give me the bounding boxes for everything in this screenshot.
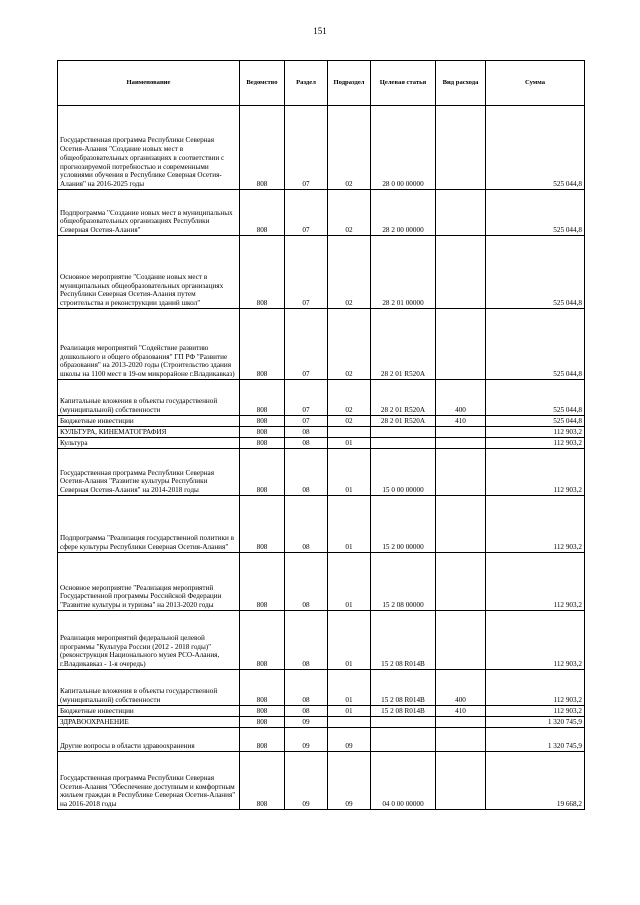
row-podrazdel: 02: [328, 416, 371, 427]
row-name: Капитальные вложения в объекты государственной (муниципальной) собственности: [58, 380, 240, 416]
row-ved: 808: [240, 309, 285, 380]
row-podrazdel: 02: [328, 236, 371, 309]
row-target: 04 0 00 00000: [371, 752, 436, 810]
row-name: Реализация мероприятий федеральной целевой программы "Культура России (2012 - 2018 годы)" (реконструкция Национального музея РСО-Алания, г.Владикавказ - 1-я очередь): [58, 611, 240, 670]
row-vid: [436, 717, 486, 728]
row-vid: [436, 106, 486, 190]
row-vid: [436, 427, 486, 438]
row-target: 28 2 00 00000: [371, 190, 436, 236]
row-razdel: 09: [285, 728, 328, 752]
table-row: [58, 380, 585, 416]
row-sum: 112 903,2: [486, 449, 585, 496]
row-target: [371, 427, 436, 438]
row-vid: [436, 611, 486, 670]
row-vid: [436, 496, 486, 553]
row-name: Подпрограмма "Реализация государственной политики в сфере культуры Республики Северная Осетия-Алания": [58, 496, 240, 553]
row-target: 15 2 08 R014В: [371, 706, 436, 717]
header-ved: Ведомство: [240, 61, 285, 106]
table-row: [58, 670, 585, 706]
row-podrazdel: 01: [328, 553, 371, 611]
row-sum: 112 903,2: [486, 553, 585, 611]
row-razdel: 08: [285, 706, 328, 717]
row-name: Бюджетные инвестиции: [58, 706, 240, 717]
row-razdel: 08: [285, 427, 328, 438]
row-razdel: 07: [285, 236, 328, 309]
row-podrazdel: 01: [328, 670, 371, 706]
row-razdel: 08: [285, 449, 328, 496]
page-number: 151: [313, 26, 327, 36]
row-ved: 808: [240, 717, 285, 728]
row-podrazdel: 02: [328, 190, 371, 236]
row-vid: [436, 752, 486, 810]
row-name: Реализация мероприятий "Содействие развитию дошкольного и общего образования" ГП РФ "Развитие образования" на 2013-2020 годы (Строительство здания школы на 1100 мест в 19-ом микрорайоне г.Владикавказ): [58, 309, 240, 380]
row-vid: [436, 449, 486, 496]
row-ved: 808: [240, 416, 285, 427]
row-razdel: 07: [285, 309, 328, 380]
row-sum: 1 320 745,9: [486, 717, 585, 728]
row-ved: 808: [240, 553, 285, 611]
table-row: [58, 611, 585, 670]
row-sum: 112 903,2: [486, 427, 585, 438]
row-sum: 525 044,8: [486, 309, 585, 380]
row-sum: 525 044,8: [486, 106, 585, 190]
row-ved: 808: [240, 728, 285, 752]
header-vid: Вид расхода: [436, 61, 486, 106]
row-name: Другие вопросы в области здравоохранения: [58, 728, 240, 752]
header-name: Наименование: [58, 61, 240, 106]
row-ved: 808: [240, 380, 285, 416]
table-row: [58, 717, 585, 728]
row-podrazdel: [328, 717, 371, 728]
row-name: Бюджетные инвестиции: [58, 416, 240, 427]
table-row: [58, 496, 585, 553]
table-row: [58, 236, 585, 309]
row-name: КУЛЬТУРА, КИНЕМАТОГРАФИЯ: [58, 427, 240, 438]
row-ved: 808: [240, 427, 285, 438]
table-row: [58, 309, 585, 380]
table-header-row: [58, 61, 585, 106]
row-ved: 808: [240, 236, 285, 309]
row-sum: 112 903,2: [486, 670, 585, 706]
row-target: 15 2 08 R014В: [371, 670, 436, 706]
row-target: 28 2 01 R520A: [371, 416, 436, 427]
row-podrazdel: 02: [328, 380, 371, 416]
row-vid: 410: [436, 416, 486, 427]
row-vid: [436, 309, 486, 380]
row-vid: [436, 190, 486, 236]
table-row: [58, 728, 585, 752]
table-row: [58, 449, 585, 496]
row-ved: 808: [240, 190, 285, 236]
row-name: Государственная программа Республики Северная Осетия-Алания "Обеспечение доступным и комфортным жильем граждан в Республике Северная Осетия-Алания" на 2016-2018 годы: [58, 752, 240, 810]
row-target: 15 2 00 00000: [371, 496, 436, 553]
row-razdel: 07: [285, 190, 328, 236]
row-razdel: 08: [285, 611, 328, 670]
row-razdel: 09: [285, 717, 328, 728]
row-podrazdel: [328, 427, 371, 438]
row-ved: 808: [240, 438, 285, 449]
row-target: 28 2 01 R520A: [371, 309, 436, 380]
row-name: Государственная программа Республики Северная Осетия-Алания "Развитие культуры Республики Северная Осетия-Алания" на 2014-2018 годы: [58, 449, 240, 496]
table-row: [58, 553, 585, 611]
table-row: [58, 416, 585, 427]
row-sum: 525 044,8: [486, 416, 585, 427]
row-target: 28 2 01 R520A: [371, 380, 436, 416]
row-ved: 808: [240, 449, 285, 496]
row-name: Подпрограмма "Создание новых мест в муниципальных общеобразовательных организациях Республики Северная Осетия-Алания": [58, 190, 240, 236]
row-name: Государственная программа Республики Северная Осетия-Алания "Создание новых мест в общеобразовательных организациях в соответствии с прогнозируемой потребностью и современными условиями обучения в Республике Северная Осетия-Алания" на 2016-2025 годы: [58, 106, 240, 190]
row-target: [371, 438, 436, 449]
row-ved: 808: [240, 706, 285, 717]
row-name: Основное мероприятие "Создание новых мест в муниципальных общеобразовательных организациях Республики Северная Осетия-Алания путем строительства и реконструкции зданий школ": [58, 236, 240, 309]
row-razdel: 07: [285, 380, 328, 416]
row-vid: [436, 553, 486, 611]
row-target: 28 2 01 00000: [371, 236, 436, 309]
row-vid: 410: [436, 706, 486, 717]
row-razdel: 07: [285, 106, 328, 190]
row-razdel: 07: [285, 416, 328, 427]
table-row: [58, 706, 585, 717]
row-name: Основное мероприятие "Реализация мероприятий Государственной программы Российской Федерации "Развитие культуры и туризма" на 2013-2020 годы: [58, 553, 240, 611]
row-target: 15 0 00 00000: [371, 449, 436, 496]
row-razdel: 08: [285, 496, 328, 553]
row-ved: 808: [240, 670, 285, 706]
row-ved: 808: [240, 611, 285, 670]
row-razdel: 09: [285, 752, 328, 810]
row-sum: 112 903,2: [486, 496, 585, 553]
row-sum: 19 668,2: [486, 752, 585, 810]
table-row: [58, 752, 585, 810]
row-ved: 808: [240, 496, 285, 553]
table-row: [58, 438, 585, 449]
header-target: Целевая статья: [371, 61, 436, 106]
row-vid: 400: [436, 380, 486, 416]
row-sum: 112 903,2: [486, 706, 585, 717]
row-sum: 525 044,8: [486, 380, 585, 416]
row-target: 15 2 08 R014В: [371, 611, 436, 670]
header-sum: Сумма: [486, 61, 585, 106]
table-row: [58, 427, 585, 438]
row-sum: 525 044,8: [486, 190, 585, 236]
row-podrazdel: 01: [328, 611, 371, 670]
row-sum: 112 903,2: [486, 611, 585, 670]
row-vid: [436, 236, 486, 309]
row-sum: 525 044,8: [486, 236, 585, 309]
row-podrazdel: 09: [328, 728, 371, 752]
row-podrazdel: 09: [328, 752, 371, 810]
row-podrazdel: 01: [328, 438, 371, 449]
row-name: ЗДРАВООХРАНЕНИЕ: [58, 717, 240, 728]
row-ved: 808: [240, 752, 285, 810]
row-vid: [436, 438, 486, 449]
row-name: Капитальные вложения в объекты государственной (муниципальной) собственности: [58, 670, 240, 706]
row-vid: [436, 728, 486, 752]
row-razdel: 08: [285, 553, 328, 611]
row-target: [371, 717, 436, 728]
row-vid: 400: [436, 670, 486, 706]
header-razdel: Раздел: [285, 61, 328, 106]
row-podrazdel: 02: [328, 106, 371, 190]
row-name: Культура: [58, 438, 240, 449]
row-razdel: 08: [285, 670, 328, 706]
budget-table: [57, 60, 585, 810]
row-target: 28 0 00 00000: [371, 106, 436, 190]
header-podrazdel: Подраздел: [328, 61, 371, 106]
row-podrazdel: 02: [328, 309, 371, 380]
row-target: [371, 728, 436, 752]
table-row: [58, 106, 585, 190]
row-podrazdel: 01: [328, 449, 371, 496]
row-razdel: 08: [285, 438, 328, 449]
row-sum: 1 320 745,9: [486, 728, 585, 752]
row-podrazdel: 01: [328, 496, 371, 553]
table-row: [58, 190, 585, 236]
row-podrazdel: 01: [328, 706, 371, 717]
row-ved: 808: [240, 106, 285, 190]
row-sum: 112 903,2: [486, 438, 585, 449]
row-target: 15 2 08 00000: [371, 553, 436, 611]
